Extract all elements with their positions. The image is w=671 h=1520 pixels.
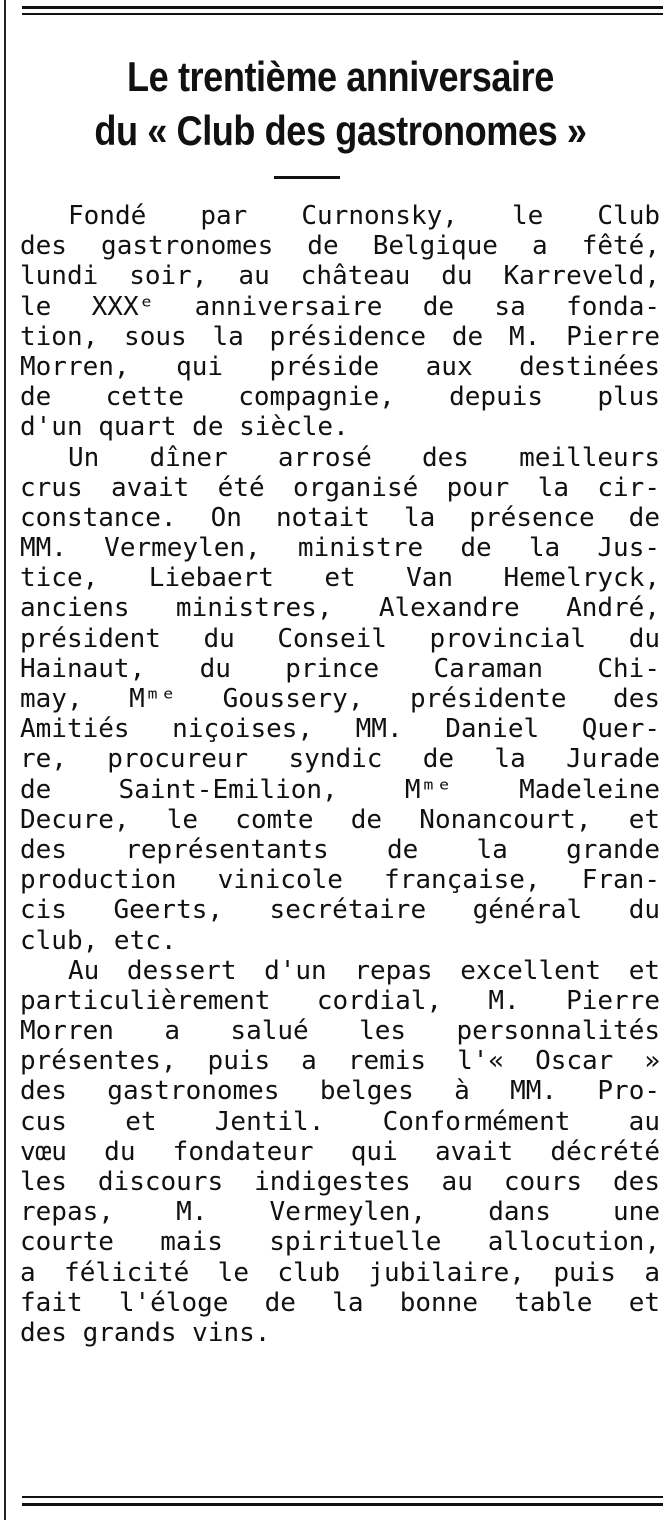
article-line: production vinicole française, Fran- (20, 865, 660, 896)
article-line: fait l'éloge de la bonne table et (20, 1287, 660, 1318)
article-line: cis Geerts, secrétaire général du (20, 895, 660, 926)
article-line: constance. On notait la présence de (20, 502, 660, 533)
article-line: anciens ministres, Alexandre André, (20, 593, 660, 624)
headline-line-1: Le trentième anniversaire (127, 53, 554, 100)
article-line: Morren a salué les personnalités (20, 1016, 660, 1047)
top-double-rule (22, 4, 663, 18)
article-line: Amitiés niçoises, MM. Daniel Quer- (20, 714, 660, 745)
article-line: Decure, le comte de Nonancourt, et (20, 804, 660, 835)
article-line: crus avait été organisé pour la cir- (20, 472, 660, 503)
article-line: may, Mᵐᵉ Goussery, présidente des (20, 684, 660, 714)
article-line: d'un quart de siècle. (20, 412, 349, 443)
article-line: de Saint-Emilion, Mᵐᵉ Madeleine (20, 774, 660, 805)
article-line: président du Conseil provincial du (20, 623, 660, 654)
article-paragraph (20, 956, 660, 1348)
article-line: présentes, puis a remis l'« Oscar » (20, 1046, 660, 1077)
article-line: repas, M. Vermeylen, dans une (20, 1197, 660, 1228)
article-line: de cette compagnie, depuis plus (20, 382, 660, 413)
article-line: particulièrement cordial, M. Pierre (20, 985, 660, 1016)
article-line: Morren, qui préside aux destinées (20, 351, 660, 382)
bottom-double-rule (22, 1494, 663, 1508)
article-line: MM. Vermeylen, ministre de la Jus- (20, 533, 660, 564)
article-line: tion, sous la présidence de M. Pierre (20, 321, 660, 352)
article-body (20, 201, 660, 1348)
article-line: des gastronomes belges à MM. Pro- (20, 1076, 660, 1107)
article-paragraph (20, 201, 660, 443)
article-line: Un dîner arrosé des meilleurs (68, 442, 660, 473)
article-line: des gastronomes de Belgique a fêté, (20, 231, 660, 262)
article-line: Hainaut, du prince Caraman Chi- (20, 653, 660, 684)
column-left-rule (4, 0, 6, 1520)
article-line: Fondé par Curnonsky, le Club (68, 201, 660, 231)
article-line: a félicité le club jubilaire, puis a (20, 1257, 660, 1288)
article-paragraph (20, 443, 660, 956)
article-line: des grands vins. (20, 1317, 271, 1348)
article-line: cus et Jentil. Conformément au (20, 1106, 660, 1137)
article-line: tice, Liebaert et Van Hemelryck, (20, 563, 660, 594)
article-headline (63, 50, 618, 158)
article-line: courte mais spirituelle allocution, (20, 1227, 660, 1258)
article-line: re, procureur syndic de la Jurade (20, 744, 660, 775)
article-line: lundi soir, au château du Karreveld, (20, 261, 660, 292)
article-line: les discours indigestes au cours des (20, 1167, 660, 1197)
article-line: vœu du fondateur qui avait décrété (20, 1136, 660, 1167)
article-line: Au dessert d'un repas excellent et (68, 955, 660, 986)
headline-separator-rule (274, 176, 340, 179)
article-line: des représentants de la grande (20, 834, 660, 865)
article-line: le XXXᵉ anniversaire de sa fonda- (20, 291, 660, 322)
headline-line-2: du « Club des gastronomes » (94, 107, 587, 154)
article-line: club, etc. (20, 925, 177, 956)
